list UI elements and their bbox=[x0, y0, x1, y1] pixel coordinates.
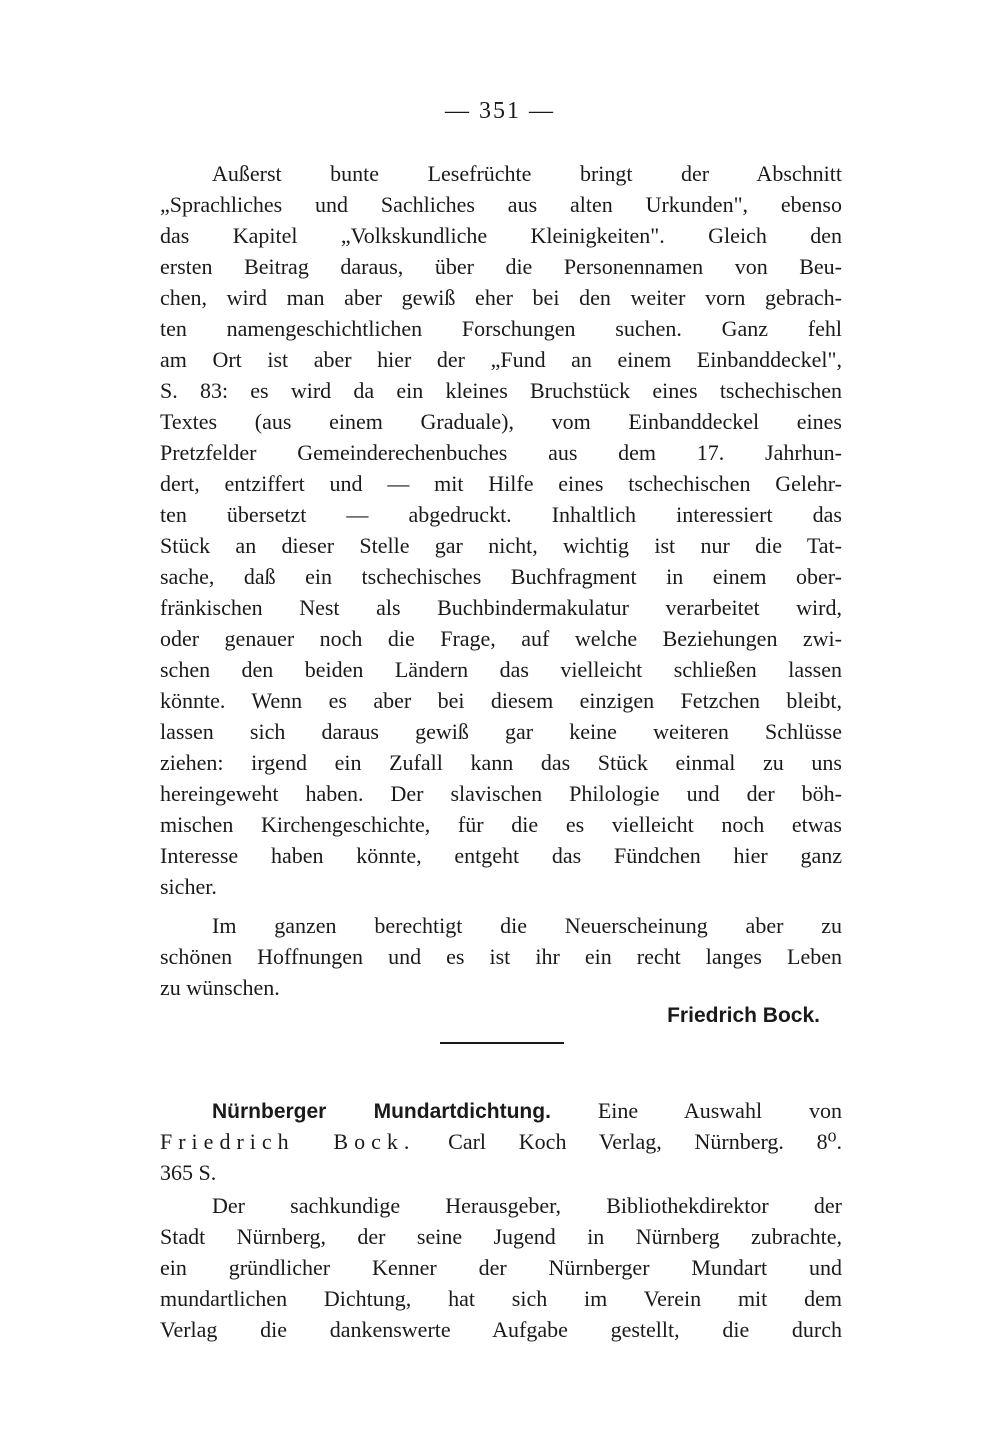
text-line: mischen Kirchengeschichte, für die es vielleicht noch etwas bbox=[160, 812, 842, 837]
text-line: lassen sich daraus gewiß gar keine weiteren Schlüsse bbox=[160, 719, 842, 744]
text-line: Stadt Nürnberg, der seine Jugend in Nürnberg zubrachte, bbox=[160, 1224, 842, 1249]
text-line: ziehen: irgend ein Zufall kann das Stück einmal zu uns bbox=[160, 750, 842, 775]
text-line: Im ganzen berechtigt die Neuerscheinung aber zu bbox=[212, 913, 842, 938]
review-2-paragraph bbox=[160, 1190, 842, 1345]
text-line: schen den beiden Ländern das vielleicht schließen lassen bbox=[160, 657, 842, 682]
book-pages: 365 S. bbox=[160, 1160, 217, 1185]
text-line: sache, daß ein tschechisches Buchfragment in einem ober- bbox=[160, 564, 842, 589]
section-divider bbox=[440, 1042, 564, 1044]
text-line: mundartlichen Dichtung, hat sich im Verein mit dem bbox=[160, 1286, 842, 1311]
review-1-paragraph bbox=[160, 158, 842, 902]
text-line: Interesse haben könnte, entgeht das Fündchen hier ganz bbox=[160, 843, 842, 868]
text-line: am Ort ist aber hier der „Fund an einem Einbanddeckel", bbox=[160, 347, 842, 372]
text-line: zu wünschen. bbox=[160, 975, 280, 1000]
text-line: könnte. Wenn es aber bei diesem einzigen Fetzchen bleibt, bbox=[160, 688, 842, 713]
review-2-heading bbox=[160, 1095, 842, 1188]
text-line: Stück an dieser Stelle gar nicht, wichtig ist nur die Tat- bbox=[160, 533, 842, 558]
text-line: Außerst bunte Lesefrüchte bringt der Abschnitt bbox=[212, 161, 842, 186]
text-line: Der sachkundige Herausgeber, Bibliothekdirektor der bbox=[212, 1193, 842, 1218]
text-line: „Sprachliches und Sachliches aus alten Urkunden", ebenso bbox=[160, 192, 842, 217]
book-subtitle: Eine Auswahl von bbox=[597, 1098, 842, 1123]
book-publisher: Carl Koch Verlag, Nürnberg. 8⁰. bbox=[448, 1129, 842, 1154]
text-line: fränkischen Nest als Buchbindermakulatur verarbeitet wird, bbox=[160, 595, 842, 620]
book-author: Friedrich Bock. bbox=[160, 1129, 416, 1154]
text-line: chen, wird man aber gewiß eher bei den weiter vorn gebrach- bbox=[160, 285, 842, 310]
text-line: das Kapitel „Volkskundliche Kleinigkeiten". Gleich den bbox=[160, 223, 842, 248]
text-line: S. 83: es wird da ein kleines Bruchstück eines tschechischen bbox=[160, 378, 842, 403]
book-title: Nürnberger Mundartdichtung. bbox=[212, 1100, 551, 1123]
review-1-closing-paragraph bbox=[160, 910, 842, 1003]
text-line: hereingeweht haben. Der slavischen Philologie und der böh- bbox=[160, 781, 842, 806]
text-line: oder genauer noch die Frage, auf welche Beziehungen zwi- bbox=[160, 626, 842, 651]
reviewer-signature: Friedrich Bock. bbox=[667, 1004, 820, 1027]
text-line: Textes (aus einem Graduale), vom Einbanddeckel eines bbox=[160, 409, 842, 434]
text-line: ein gründlicher Kenner der Nürnberger Mundart und bbox=[160, 1255, 842, 1280]
text-line: sicher. bbox=[160, 874, 217, 899]
text-line: Pretzfelder Gemeinderechenbuches aus dem 17. Jahrhun- bbox=[160, 440, 842, 465]
text-line: ten namengeschichtlichen Forschungen suchen. Ganz fehl bbox=[160, 316, 842, 341]
text-line: dert, entziffert und — mit Hilfe eines tschechischen Gelehr- bbox=[160, 471, 842, 496]
text-line: ten übersetzt — abgedruckt. Inhaltlich interessiert das bbox=[160, 502, 842, 527]
text-line: ersten Beitrag daraus, über die Personennamen von Beu- bbox=[160, 254, 842, 279]
review-heading-line bbox=[160, 1095, 842, 1126]
text-line: Verlag die dankenswerte Aufgabe gestellt, die durch bbox=[160, 1317, 842, 1342]
page-number: — 351 — bbox=[445, 98, 555, 124]
text-line: schönen Hoffnungen und es ist ihr ein recht langes Leben bbox=[160, 944, 842, 969]
review-heading-line bbox=[160, 1126, 842, 1157]
